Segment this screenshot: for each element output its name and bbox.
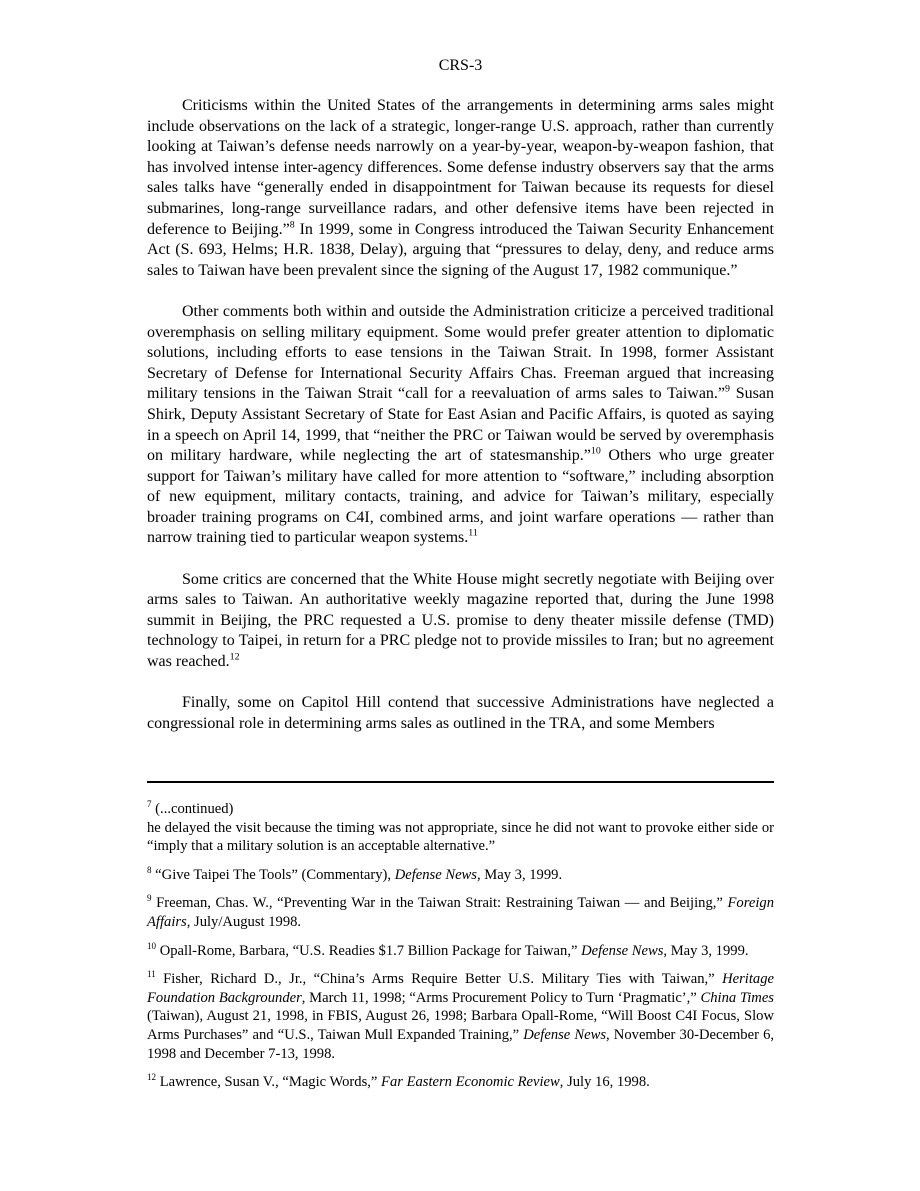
paragraph-secret-negotiation: Some critics are concerned that the White House might secretly negotiate with Beijing over arms sales to Taiwan. An authoritative weekly magazine reported that, during the June 1998 summit in Beijing, the PRC requested a U.S. promise to deny theater missile defense (TMD) technology to Taipei, in return for a PRC pledge not to provide missiles to Iran; but no agreement was reached.$^{12}$ <box>147 570 774 671</box>
footnote-ref: 12 <box>229 651 240 663</box>
footnote-number: 12 <box>147 1072 157 1083</box>
footnote-number: 8 <box>147 864 152 875</box>
body-text <box>147 96 774 755</box>
footnote-10: $^{10}$ Opall-Rome, Barbara, “U.S. Readies $1.7 Billion Package for Taiwan,” Defense News, May 3, 1999. <box>147 940 749 959</box>
footnotes <box>147 800 774 1102</box>
paragraph-arms-sales-criticism: Criticisms within the United States of the arrangements in determining arms sales might include observations on the lack of a strategic, longer-range U.S. approach, rather than currently looking at Taiwan’s defense needs narrowly on a year-by-year, weapon-by-weapon fashion, that has involved intense inter-agency differences. Some defense industry observers say that the arms sales talks have “generally ended in disappointment for Taiwan because its requests for diesel submarines, long-range surveillance radars, and other defensive items have been rejected in deference to Beijing.”$^8$ In 1999, some in Congress introduced the Taiwan Security Enhancement Act (S. 693, Helms; H.R. 1838, Delay), arguing that “pressures to delay, deny, and reduce arms sales to Taiwan have been prevalent since the signing of the August 17, 1982 communique.” <box>147 97 774 279</box>
footnote-number: 9 <box>147 893 152 904</box>
page-header: CRS-3 <box>438 57 483 74</box>
footnote-7: $^7$ (...continued) <box>147 799 234 817</box>
footnote-number: 10 <box>147 940 157 951</box>
footnote-11: $^{11}$ Fisher, Richard D., Jr., “China’s Arms Require Better U.S. Military Ties with Taiwan,” Heritage Foundation Backgrounder, March 11, 1998; “Arms Procurement Policy to Turn ‘Pragmatic’,” China Times (Taiwan), August 21, 1998, in FBIS, August 26, 1998; Barbara Opall-Rome, “Will Boost C4I Focus, Slow Arms Purchases” and “U.S., Taiwan Mull Expanded Training,” Defense News, November 30-December 6, 1998 and December 7-13, 1998. <box>147 969 775 1062</box>
footnote-number: 7 <box>147 799 152 810</box>
footnote-ref: 11 <box>468 528 478 540</box>
footnote-number: 11 <box>147 969 156 980</box>
paragraph-congressional-role: Finally, some on Capitol Hill contend that successive Administrations have neglected a congressional role in determining arms sales as outlined in the TRA, and some Members <box>147 694 774 732</box>
footnote-ref: 8 <box>289 219 295 231</box>
footnote-ref: 9 <box>725 383 730 395</box>
paragraph-overemphasis: Other comments both within and outside the Administration criticize a perceived traditional overemphasis on selling military equipment. Some would prefer greater attention to diplomatic solutions, including efforts to ease tensions in the Taiwan Strait. In 1998, former Assistant Secretary of Defense for International Security Affairs Chas. Freeman argued that increasing military tensions in the Taiwan Strait “call for a reevaluation of arms sales to Taiwan.”$^9$ Susan Shirk, Deputy Assistant Secretary of State for East Asian and Pacific Affairs, is quoted as saying in a speech on April 14, 1999, that “neither the PRC or Taiwan would be served by overemphasis on military hardware, while neglecting the art of statesmanship.”$^{10}$ Others who urge greater support for Taiwan’s military have called for more attention to “software,” including absorption of new equipment, military contacts, training, and advice for Taiwan’s military, especially broader training programs on C4I, combined arms, and joint warfare operations — rather than narrow training tied to particular weapon systems.$^{11}$ <box>147 302 774 547</box>
footnote-8: $^8$ “Give Taipei The Tools” (Commentary), Defense News, May 3, 1999. <box>147 864 563 883</box>
footnote-12: $^{12}$ Lawrence, Susan V., “Magic Words,” Far Eastern Economic Review, July 16, 1998. <box>147 1072 650 1091</box>
footnote-ref: 10 <box>590 445 601 457</box>
footnote-9: $^9$ Freeman, Chas. W., “Preventing War in the Taiwan Strait: Restraining Taiwan — and Beijing,” Foreign Affairs, July/August 1998. <box>147 893 774 930</box>
footnote-7-text: he delayed the visit because the timing was not appropriate, since he did not want to provoke either side or “imply that a military solution is an acceptable alternative.” <box>147 819 774 855</box>
footnote-divider <box>147 781 774 783</box>
